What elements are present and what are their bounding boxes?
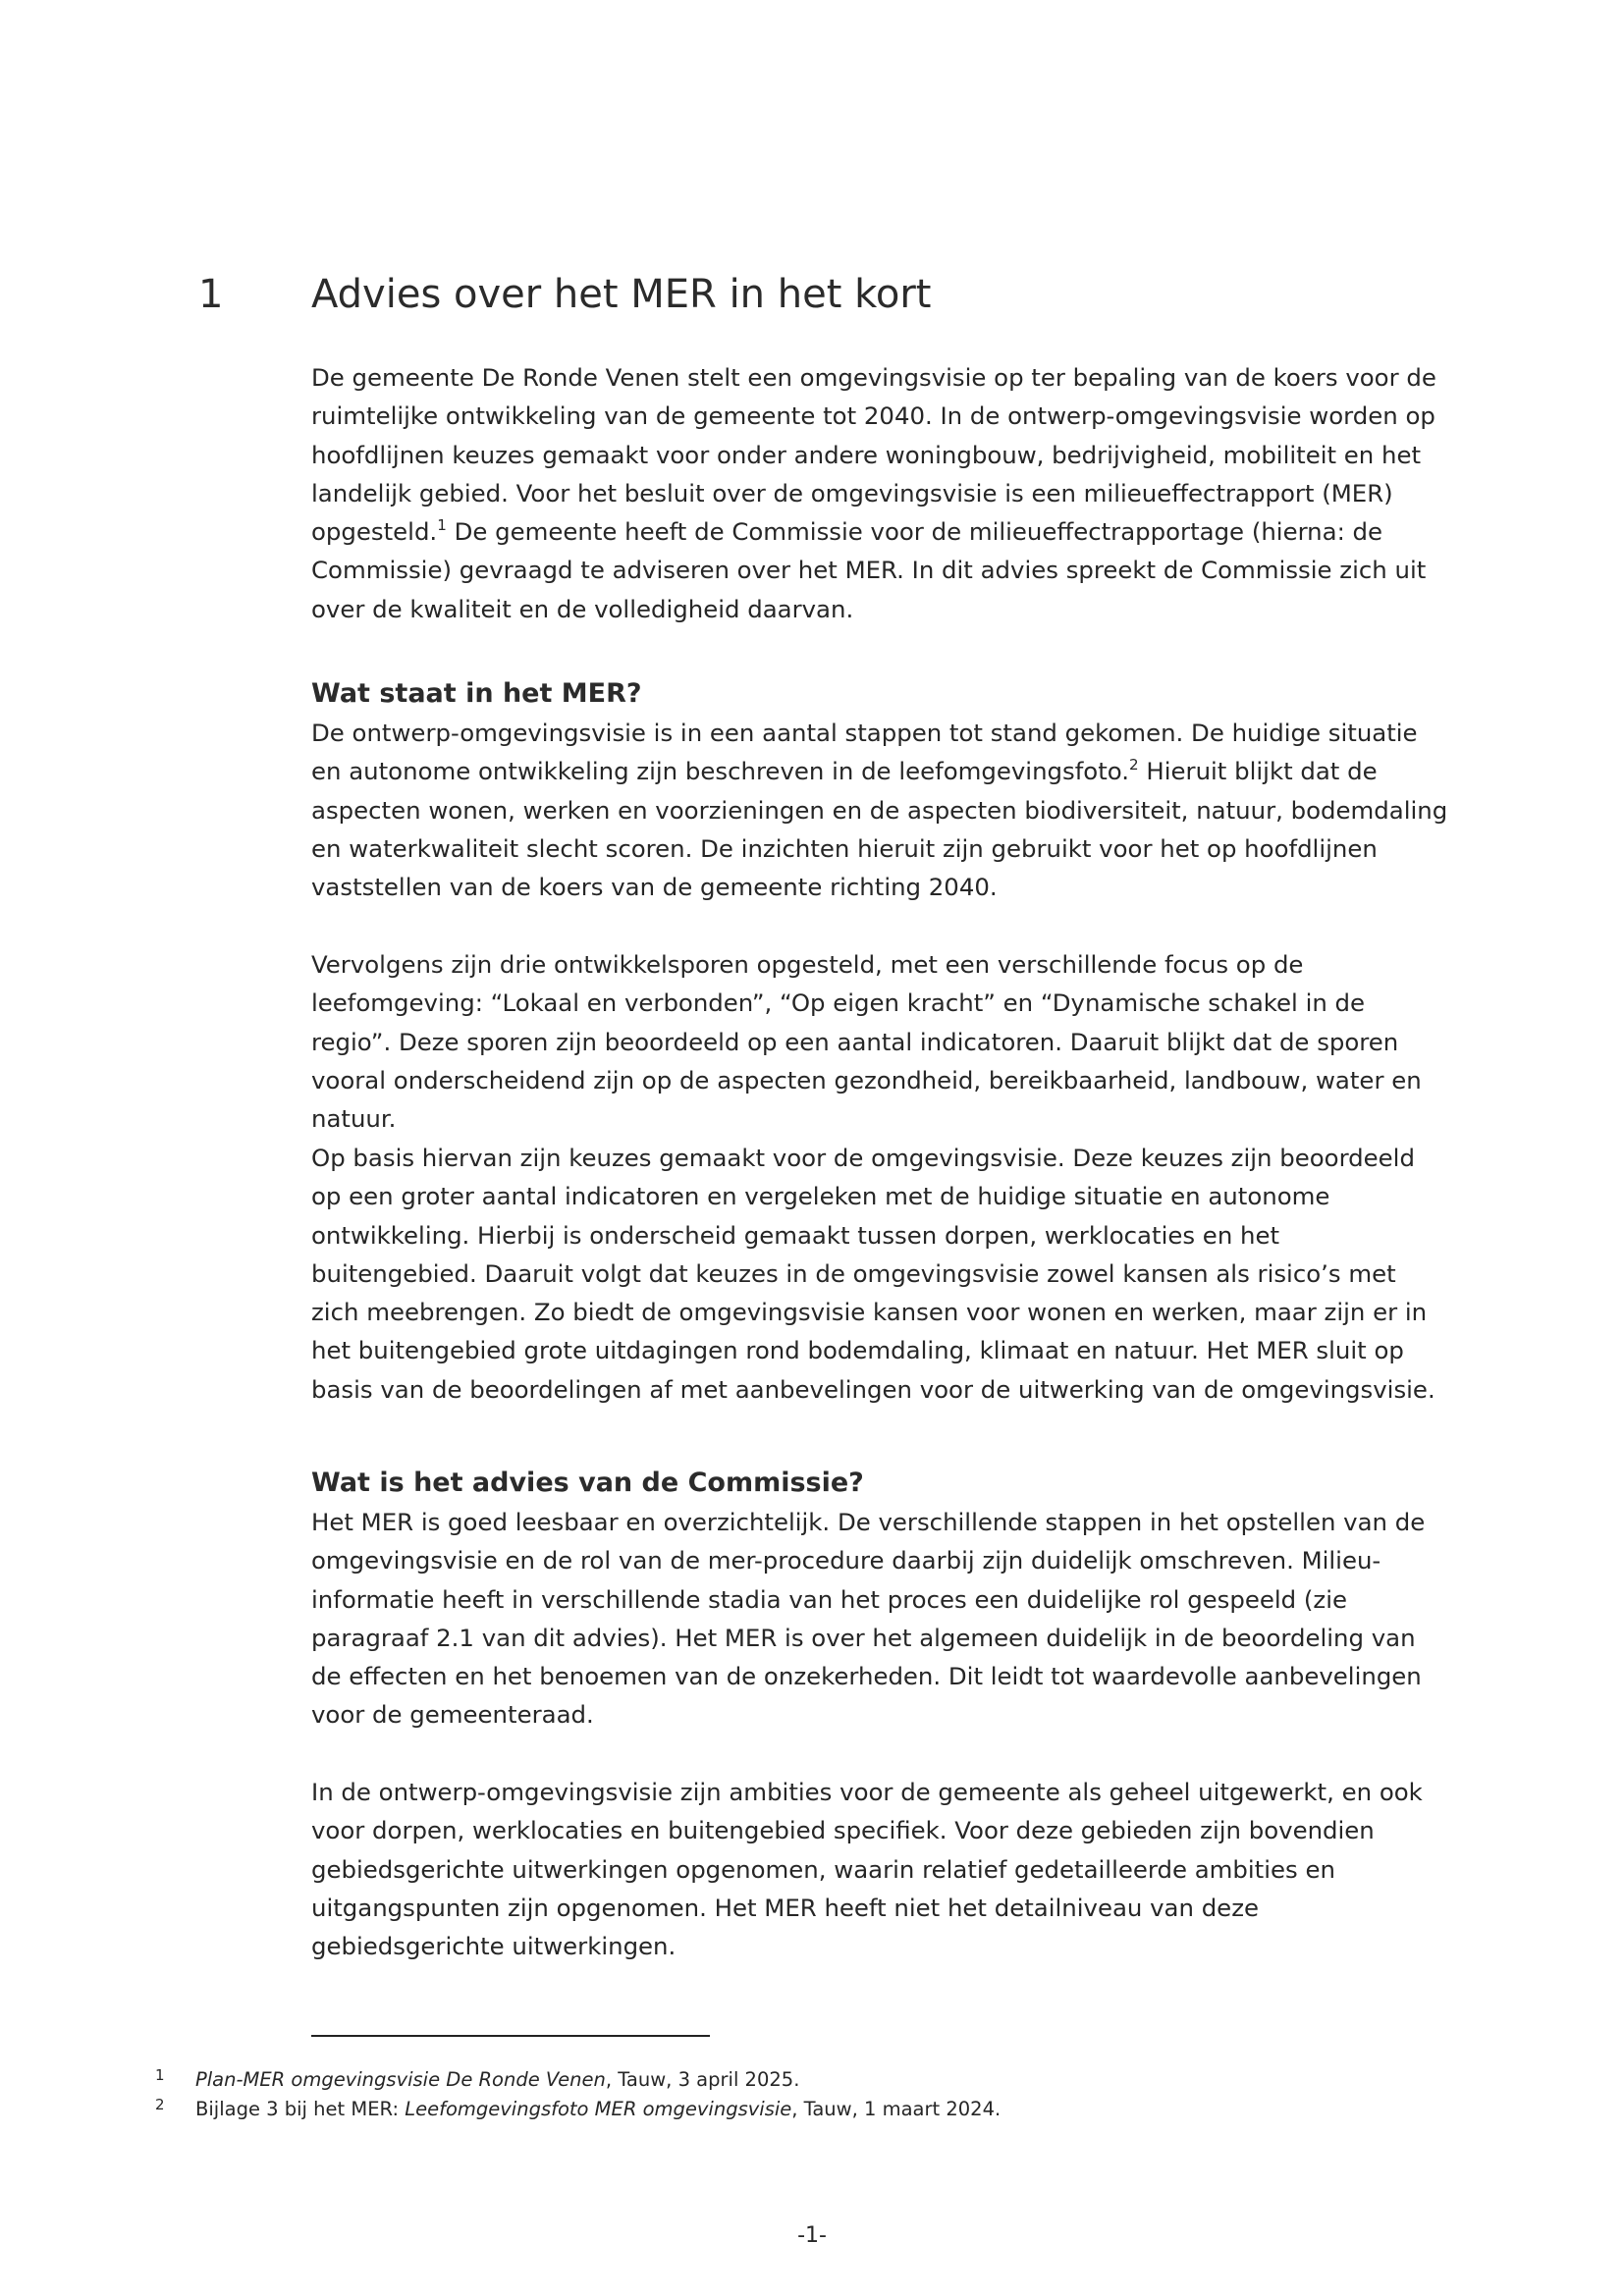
footnote-divider bbox=[311, 2035, 710, 2037]
footnote-prefix: Bijlage 3 bij het MER: bbox=[195, 2098, 406, 2120]
section1-paragraph-3: Op basis hiervan zijn keuzes gemaakt voor de omgevingsvisie. Deze keuzes zijn beoordeeld op een groter aantal indicatoren en vergeleken met de huidige situatie en autonome ontwikkeling. Hierbij is onderscheid gemaakt tussen dorpen, werklocaties en het buitengebied. Daaruit volgt dat keuzes in de omgevingsvisie zowel kansen als risico’s met zich meebrengen. Zo biedt de omgevingsvisie kansen voor wonen en werken, maar zijn er in het buitengebied grote uitdagingen rond bodemdaling, klimaat en natuur. Het MER sluit op basis van de beoordelingen af met aanbevelingen voor de uitwerking van de omgevingsvisie. bbox=[311, 1144, 1435, 1404]
footnote-ref-1[interactable]: 1 bbox=[437, 516, 447, 535]
footnote-text bbox=[195, 2095, 1001, 2124]
section1-paragraph-1 bbox=[311, 714, 1450, 906]
intro-text-a: De gemeente De Ronde Venen stelt een omgevingsvisie op ter bepaling van de koers voor de ruimtelijke ontwikkeling van de gemeente tot 2040. In de ontwerp-omgevingsvisie worden op hoofdlijnen keuzes gemaakt voor onder andere woningbouw, bedrijvigheid, mobiliteit en het landelijk gebied. Voor het besluit over de omgevingsvisie is een milieueffectrapport (MER) opgesteld. bbox=[311, 363, 1436, 547]
section1-text-a: De ontwerp-omgevingsvisie is in een aantal stappen tot stand gekomen. De huidige situatie en autonome ontwikkeling zijn beschreven in de leefomgevingsfoto. bbox=[311, 719, 1418, 786]
footnote-ref-2[interactable]: 2 bbox=[1129, 756, 1139, 774]
footnote-title: Leefomgevingsfoto MER omgevingsvisie bbox=[405, 2098, 792, 2120]
chapter-number: 1 bbox=[198, 272, 224, 317]
page-number: -1- bbox=[797, 2223, 827, 2248]
footnote-title: Plan-MER omgevingsvisie De Ronde Venen bbox=[195, 2068, 606, 2091]
footnote-text bbox=[195, 2065, 799, 2095]
section2-paragraph-2: In de ontwerp-omgevingsvisie zijn ambities voor de gemeente als geheel uitgewerkt, en ook voor dorpen, werklocaties en buitengebied specifiek. Voor deze gebieden zijn bovendien gebiedsgerichte uitwerkingen opgenomen, waarin relatief gedetailleerde ambities en uitgangspunten zijn opgenomen. Het MER heeft niet het detailniveau van deze gebiedsgerichte uitwerkingen. bbox=[311, 1778, 1423, 1961]
footnote-source: , Tauw, 1 maart 2024. bbox=[791, 2098, 1001, 2120]
section1-text-b: Hieruit blijkt dat de aspecten wonen, werken en voorzieningen en de aspecten biodiversiteit, natuur, bodemdaling en waterkwaliteit slecht scoren. De inzichten hieruit zijn gebruikt voor het op hoofdlijnen vaststellen van de koers van de gemeente richting 2040. bbox=[311, 757, 1448, 902]
section-heading-commission-advice: Wat is het advies van de Commissie? bbox=[311, 1468, 864, 1498]
section-heading-what-is-in-mer: Wat staat in het MER? bbox=[311, 678, 642, 709]
footnote-number: 1 bbox=[155, 2066, 165, 2084]
footnote-number: 2 bbox=[155, 2096, 165, 2113]
section2-paragraph-1: Het MER is goed leesbaar en overzichtelijk. De verschillende stappen in het opstellen van de omgevingsvisie en de rol van de mer-procedure daarbij zijn duidelijk omschreven. Milieu-informatie heeft in verschillende stadia van het proces een duidelijke rol gespeeld (zie paragraaf 2.1 van dit advies). Het MER is over het algemeen duidelijk in de beoordeling van de effecten en het benoemen van de onzekerheden. Dit leidt tot waardevolle aanbevelingen voor de gemeenteraad. bbox=[311, 1508, 1426, 1730]
chapter-title: Advies over het MER in het kort bbox=[311, 272, 932, 317]
footnote-source: , Tauw, 3 april 2025. bbox=[605, 2068, 800, 2091]
intro-text-b: De gemeente heeft de Commissie voor de milieueffectrapportage (hierna: de Commissie) gevraagd te adviseren over het MER. In dit advies spreekt de Commissie zich uit over de kwaliteit en de volledigheid daarvan. bbox=[311, 517, 1427, 623]
intro-paragraph bbox=[311, 358, 1450, 628]
section1-paragraph-2: Vervolgens zijn drie ontwikkelsporen opgesteld, met een verschillende focus op de leefomgeving: “Lokaal en verbonden”, “Op eigen kracht” en “Dynamische schakel in de regio”. Deze sporen zijn beoordeeld op een aantal indicatoren. Daaruit blijkt dat de sporen vooral onderscheidend zijn op de aspecten gezondheid, bereikbaarheid, landbouw, water en natuur. bbox=[311, 950, 1422, 1134]
